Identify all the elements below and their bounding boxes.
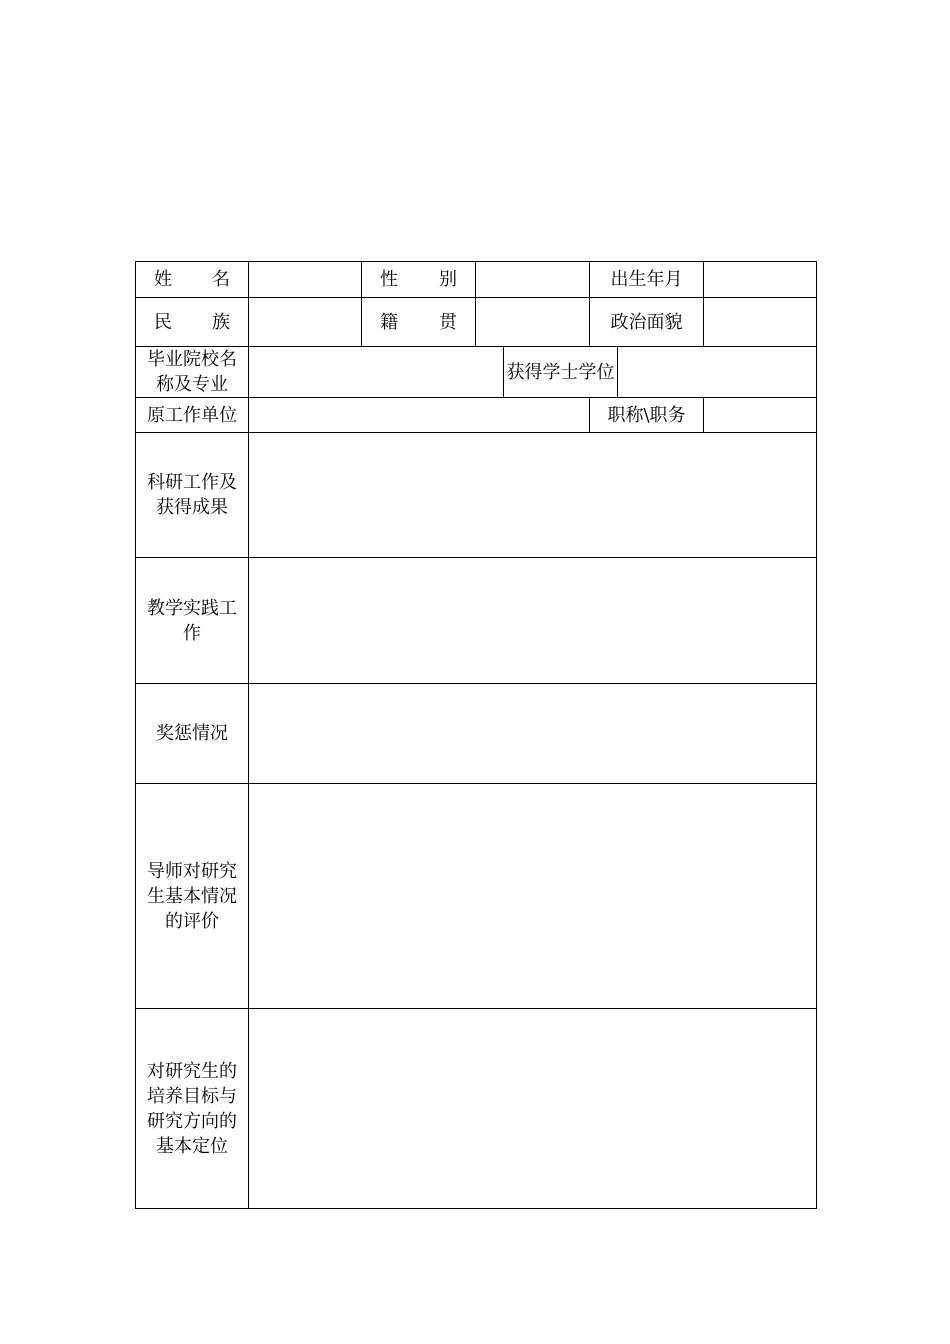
political-status-label: 政治面貌	[590, 298, 704, 347]
advisor-evaluation-label: 导师对研究生基本情况的评价	[136, 784, 249, 1009]
name-field[interactable]	[249, 262, 362, 298]
training-goal-label: 对研究生的培养目标与研究方向的基本定位	[136, 1009, 249, 1209]
training-goal-field[interactable]	[249, 1009, 817, 1209]
bachelor-degree-field[interactable]	[618, 347, 817, 398]
bachelor-degree-label: 获得学士学位	[504, 347, 618, 398]
teaching-practice-label: 教学实践工作	[136, 558, 249, 684]
application-form-table	[135, 261, 817, 1209]
title-position-field[interactable]	[704, 398, 817, 433]
awards-discipline-field[interactable]	[249, 684, 817, 784]
birth-date-field[interactable]	[704, 262, 817, 298]
gender-field[interactable]	[476, 262, 590, 298]
former-work-unit-label: 原工作单位	[136, 398, 249, 433]
political-status-field[interactable]	[704, 298, 817, 347]
research-achievements-field[interactable]	[249, 433, 817, 558]
graduation-school-field[interactable]	[249, 347, 504, 398]
teaching-practice-field[interactable]	[249, 558, 817, 684]
advisor-evaluation-field[interactable]	[249, 784, 817, 1009]
title-position-label: 职称\职务	[590, 398, 704, 433]
former-work-unit-field[interactable]	[249, 398, 590, 433]
native-place-label: 籍 贯	[362, 298, 476, 347]
graduation-school-label: 毕业院校名称及专业	[136, 347, 249, 398]
ethnicity-label: 民 族	[136, 298, 249, 347]
gender-label: 性 别	[362, 262, 476, 298]
ethnicity-field[interactable]	[249, 298, 362, 347]
name-label: 姓 名	[136, 262, 249, 298]
awards-discipline-label: 奖惩情况	[136, 684, 249, 784]
birth-date-label: 出生年月	[590, 262, 704, 298]
native-place-field[interactable]	[476, 298, 590, 347]
research-achievements-label: 科研工作及获得成果	[136, 433, 249, 558]
